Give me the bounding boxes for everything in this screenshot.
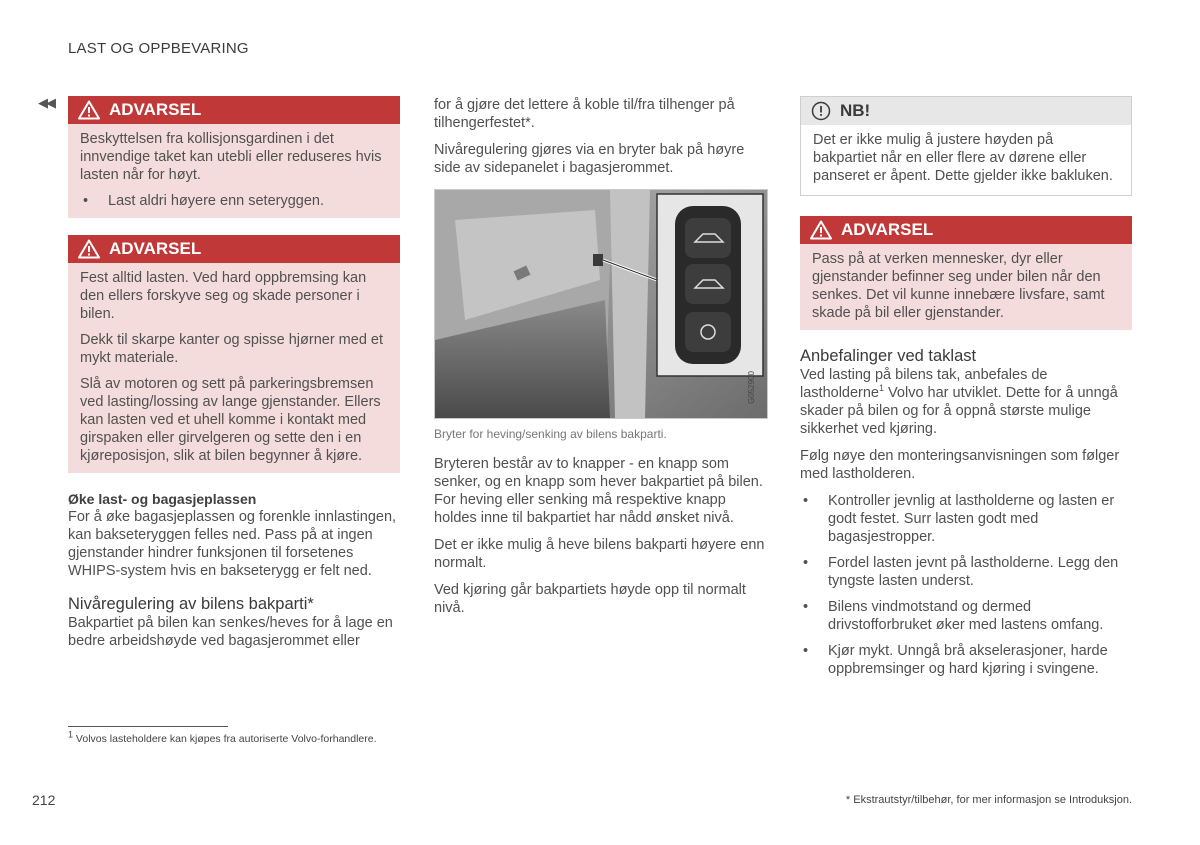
warning-box-3 bbox=[800, 216, 1132, 330]
warning-text: Fest alltid lasten. Ved hard oppbremsing kan den ellers forskyve seg og skade personer i bilen. bbox=[80, 270, 367, 322]
note-box bbox=[800, 96, 1132, 196]
body-paragraph: Bryteren består av to knapper - en knapp som senker, og en knapp som hever bakpartiet på bilen. For heving eller senking må respektive knapp holdes inne til bakpartiet har nådd ønsket nivå. bbox=[434, 456, 763, 526]
warning-text: Pass på at verken mennesker, dyr eller gjenstander befinner seg under bilen når den senkes. Det vil kunne innebære livsfare, samt skade på bil eller gjenstander. bbox=[812, 251, 1105, 321]
footnote-text: Volvos lasteholdere kan kjøpes fra autoriserte Volvo-forhandlere. bbox=[73, 733, 377, 745]
warning-box-1 bbox=[68, 96, 400, 218]
list-item: • Fordel lasten jevnt på lastholderne. Legg den tyngste lasten underst. bbox=[800, 554, 1132, 590]
column-right bbox=[800, 96, 1132, 687]
figure-code: G052900 bbox=[747, 371, 756, 404]
section-title: Nivåregulering av bilens bakparti* bbox=[68, 595, 314, 613]
warning-title: ADVARSEL bbox=[109, 100, 202, 119]
figure-caption: Bryter for heving/senking av bilens bakparti. bbox=[434, 427, 667, 441]
trunk-switch-illustration bbox=[434, 189, 768, 419]
section-title: Anbefalinger ved taklast bbox=[800, 347, 977, 365]
trunk-drawing bbox=[435, 190, 767, 418]
note-text: Det er ikke mulig å justere høyden på bakpartiet når en eller flere av dørene eller panseret er åpent. Dette gjelder ikke bakluken. bbox=[813, 132, 1113, 184]
warning-text: Beskyttelsen fra kollisjonsgardinen i det innvendige taket kan utebli eller reduseres hvis lasten når for høyt. bbox=[80, 131, 382, 183]
list-item: • Kjør mykt. Unngå brå akselerasjoner, harde oppbremsinger og hard kjøring i svingene. bbox=[800, 642, 1132, 678]
section-header: LAST OG OPPBEVARING bbox=[68, 40, 249, 57]
body-paragraph bbox=[800, 366, 1132, 438]
warning-triangle-icon bbox=[78, 239, 100, 259]
column-left bbox=[68, 96, 400, 659]
warning-triangle-icon bbox=[810, 220, 832, 240]
body-paragraph: for å gjøre det lettere å koble til/fra tilhenger på tilhengerfestet*. bbox=[434, 97, 735, 131]
subheading: Øke last- og bagasjeplassen bbox=[68, 491, 257, 507]
body-paragraph: Bakpartiet på bilen kan senkes/heves for å lage en bedre arbeidshøyde ved bagasjerommet eller bbox=[68, 615, 393, 649]
body-paragraph: Følg nøye den monteringsanvisningen som følger med lastholderen. bbox=[800, 448, 1120, 482]
text-fragment: Ved lasting på bilens tak, anbefales de lastholderne bbox=[800, 367, 1048, 401]
continued-marker-icon: ◀◀ bbox=[38, 95, 54, 110]
body-paragraph: Ved kjøring går bakpartiets høyde opp til normalt nivå. bbox=[434, 582, 746, 616]
warning-box-2 bbox=[68, 235, 400, 473]
footnote-divider bbox=[68, 726, 228, 727]
page-number: 212 bbox=[32, 792, 56, 808]
accessory-note: * Ekstrautstyr/tilbehør, for mer informasjon se Introduksjon. bbox=[845, 794, 1132, 806]
column-middle bbox=[434, 96, 768, 626]
warning-text: Dekk til skarpe kanter og spisse hjørner med et mykt materiale. bbox=[80, 332, 384, 366]
text-fragment: Volvo har utviklet. Dette for å unngå skader på bilen og for å oppnå største mulige sikkerhet ved kjøring. bbox=[800, 385, 1118, 437]
warning-header bbox=[800, 216, 1132, 244]
warning-bullet: • Last aldri høyere enn seteryggen. bbox=[80, 192, 388, 210]
body-paragraph: For å øke bagasjeplassen og forenkle innlastingen, kan bakseteryggen felles ned. Pass på at ingen gjenstander hindrer funksjonen til forsetenes WHIPS-system hvis en bakseterygg er felt ned. bbox=[68, 509, 397, 579]
warning-triangle-icon bbox=[78, 100, 100, 120]
info-icon bbox=[811, 101, 831, 121]
list-item: • Bilens vindmotstand og dermed drivstofforbruket øker med lastens omfang. bbox=[800, 598, 1132, 634]
body-paragraph: Det er ikke mulig å heve bilens bakparti høyere enn normalt. bbox=[434, 537, 765, 571]
warning-title: ADVARSEL bbox=[841, 220, 934, 239]
warning-header bbox=[68, 96, 400, 124]
note-title: NB! bbox=[840, 101, 871, 120]
footnote bbox=[68, 729, 377, 745]
warning-header bbox=[68, 235, 400, 263]
footnote-ref: 1 bbox=[879, 383, 885, 394]
warning-title: ADVARSEL bbox=[109, 239, 202, 258]
warning-text: Slå av motoren og sett på parkeringsbremsen ved lasting/lossing av lange gjenstander. Ellers kan lasten ved et uhell komme i kontakt med girspaken eller girvelgeren og sette den i en kjøreposisjon, slik at bilen begynner å kjøre. bbox=[80, 376, 381, 464]
note-header bbox=[801, 97, 1131, 125]
list-item: • Kontroller jevnlig at lastholderne og lasten er godt festet. Surr lasten godt med bagasjestropper. bbox=[800, 492, 1132, 546]
recommendation-list bbox=[800, 492, 1132, 678]
body-paragraph: Nivåregulering gjøres via en bryter bak på høyre side av sidepanelet i bagasjerommet. bbox=[434, 142, 745, 176]
footnote-marker: 1 bbox=[68, 729, 74, 740]
